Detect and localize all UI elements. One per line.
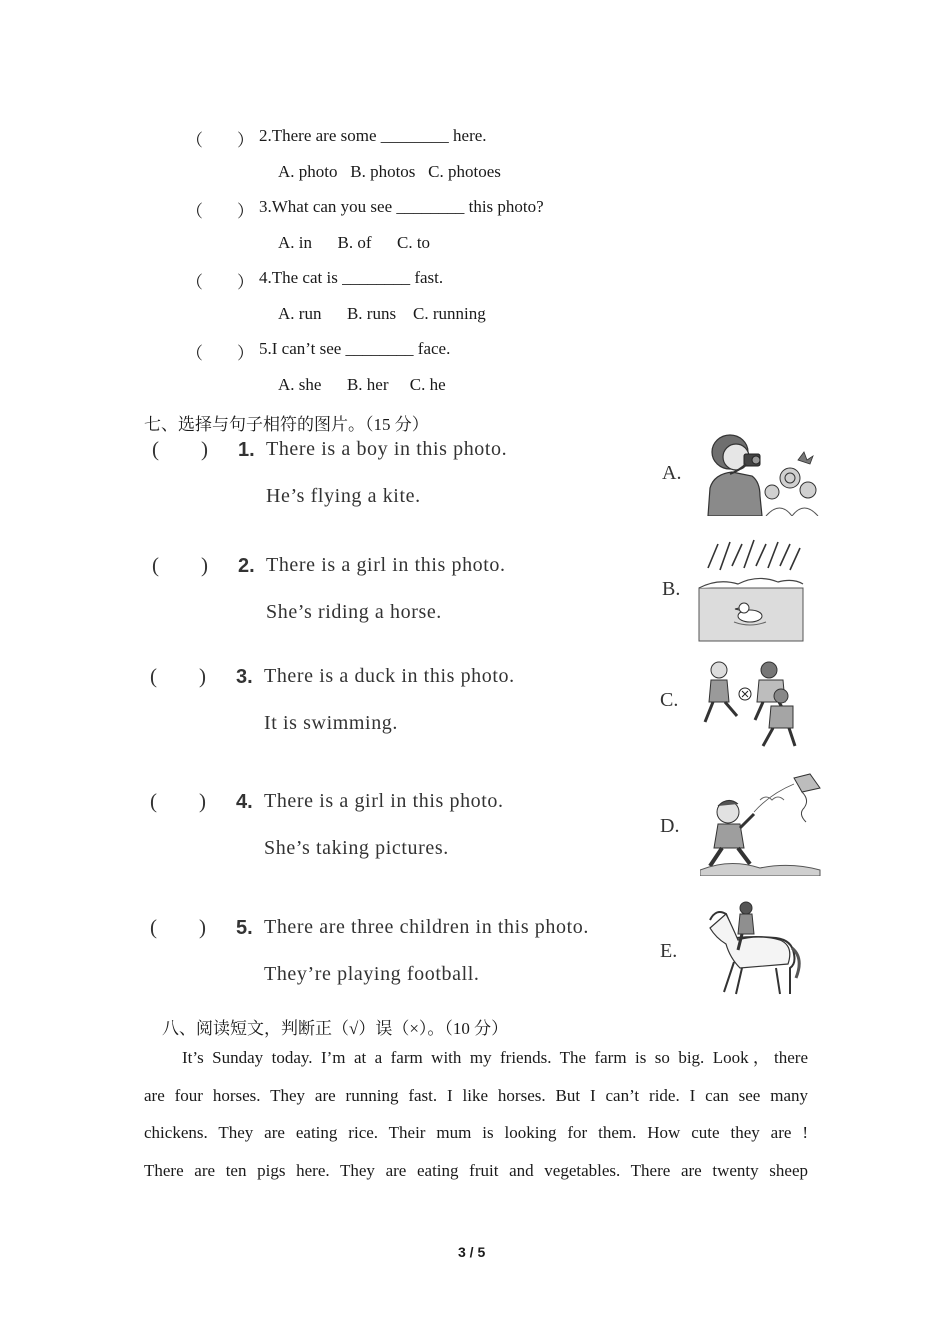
question-text: 2.There are some ________ here. bbox=[259, 126, 487, 145]
item-line-1: There is a boy in this photo. bbox=[266, 438, 508, 460]
question-text: 3.What can you see ________ this photo? bbox=[259, 197, 544, 216]
answer-paren: ( ) bbox=[150, 789, 206, 813]
page-number: 3 / 5 bbox=[458, 1244, 486, 1260]
passage-line: are four horses. They are running fast. I like horses. But I can’t ride. I can see many bbox=[144, 1085, 808, 1105]
answer-paren: （ ） bbox=[186, 344, 254, 363]
duck-in-rain-icon bbox=[698, 538, 804, 642]
item-line-1: There is a duck in this photo. bbox=[264, 665, 515, 687]
item-number: 5. bbox=[236, 917, 253, 939]
question-options: A. photo B. photos C. photoes bbox=[278, 162, 501, 181]
picture-letter-b: B. bbox=[662, 578, 681, 600]
question-options: A. she B. her C. he bbox=[278, 375, 446, 394]
picture-letter-e: E. bbox=[660, 940, 678, 962]
question-options: A. in B. of C. to bbox=[278, 233, 431, 252]
item-line-2: He’s flying a kite. bbox=[266, 485, 421, 507]
picture-letter-d: D. bbox=[660, 815, 680, 837]
item-line-1: There are three children in this photo. bbox=[264, 916, 589, 938]
item-line-1: There is a girl in this photo. bbox=[266, 554, 506, 576]
item-line-2: She’s taking pictures. bbox=[264, 837, 449, 859]
picture-letter-c: C. bbox=[660, 689, 679, 711]
reading-passage bbox=[144, 1039, 808, 1189]
answer-paren: ( ) bbox=[152, 553, 208, 577]
passage-line: It’s Sunday today. I’m at a farm with my friends. The farm is so big. Look，there bbox=[182, 1048, 808, 1067]
section-7-title: 七、选择与句子相符的图片。（15 分） bbox=[144, 415, 429, 434]
item-line-2: They’re playing football. bbox=[264, 963, 480, 985]
item-line-2: She’s riding a horse. bbox=[266, 601, 442, 623]
item-number: 2. bbox=[238, 555, 255, 577]
answer-paren: （ ） bbox=[186, 131, 254, 150]
answer-paren: （ ） bbox=[186, 202, 254, 221]
item-number: 4. bbox=[236, 791, 253, 813]
answer-paren: （ ） bbox=[186, 273, 254, 292]
answer-paren: ( ) bbox=[150, 664, 206, 688]
boy-flying-kite-icon bbox=[700, 770, 826, 876]
item-line-2: It is swimming. bbox=[264, 712, 399, 734]
children-football-icon bbox=[697, 656, 803, 752]
passage-line: chickens. They are eating rice. Their mum is looking for them. How cute they are ! bbox=[144, 1123, 808, 1142]
girl-riding-horse-icon bbox=[696, 898, 804, 1000]
answer-paren: ( ) bbox=[150, 915, 206, 939]
question-options: A. run B. runs C. running bbox=[278, 304, 486, 323]
girl-taking-photo-icon bbox=[700, 430, 830, 516]
item-number: 1. bbox=[238, 439, 255, 461]
picture-letter-a: A. bbox=[662, 462, 682, 484]
question-text: 4.The cat is ________ fast. bbox=[259, 268, 444, 287]
answer-paren: ( ) bbox=[152, 437, 208, 461]
item-line-1: There is a girl in this photo. bbox=[264, 790, 504, 812]
question-text: 5.I can’t see ________ face. bbox=[259, 339, 451, 358]
passage-line: There are ten pigs here. They are eating fruit and vegetables. There are twenty sheep bbox=[144, 1160, 808, 1180]
section-8-title: 八、阅读短文，判断正（√）误（×）。（10 分） bbox=[162, 1019, 509, 1038]
item-number: 3. bbox=[236, 666, 253, 688]
